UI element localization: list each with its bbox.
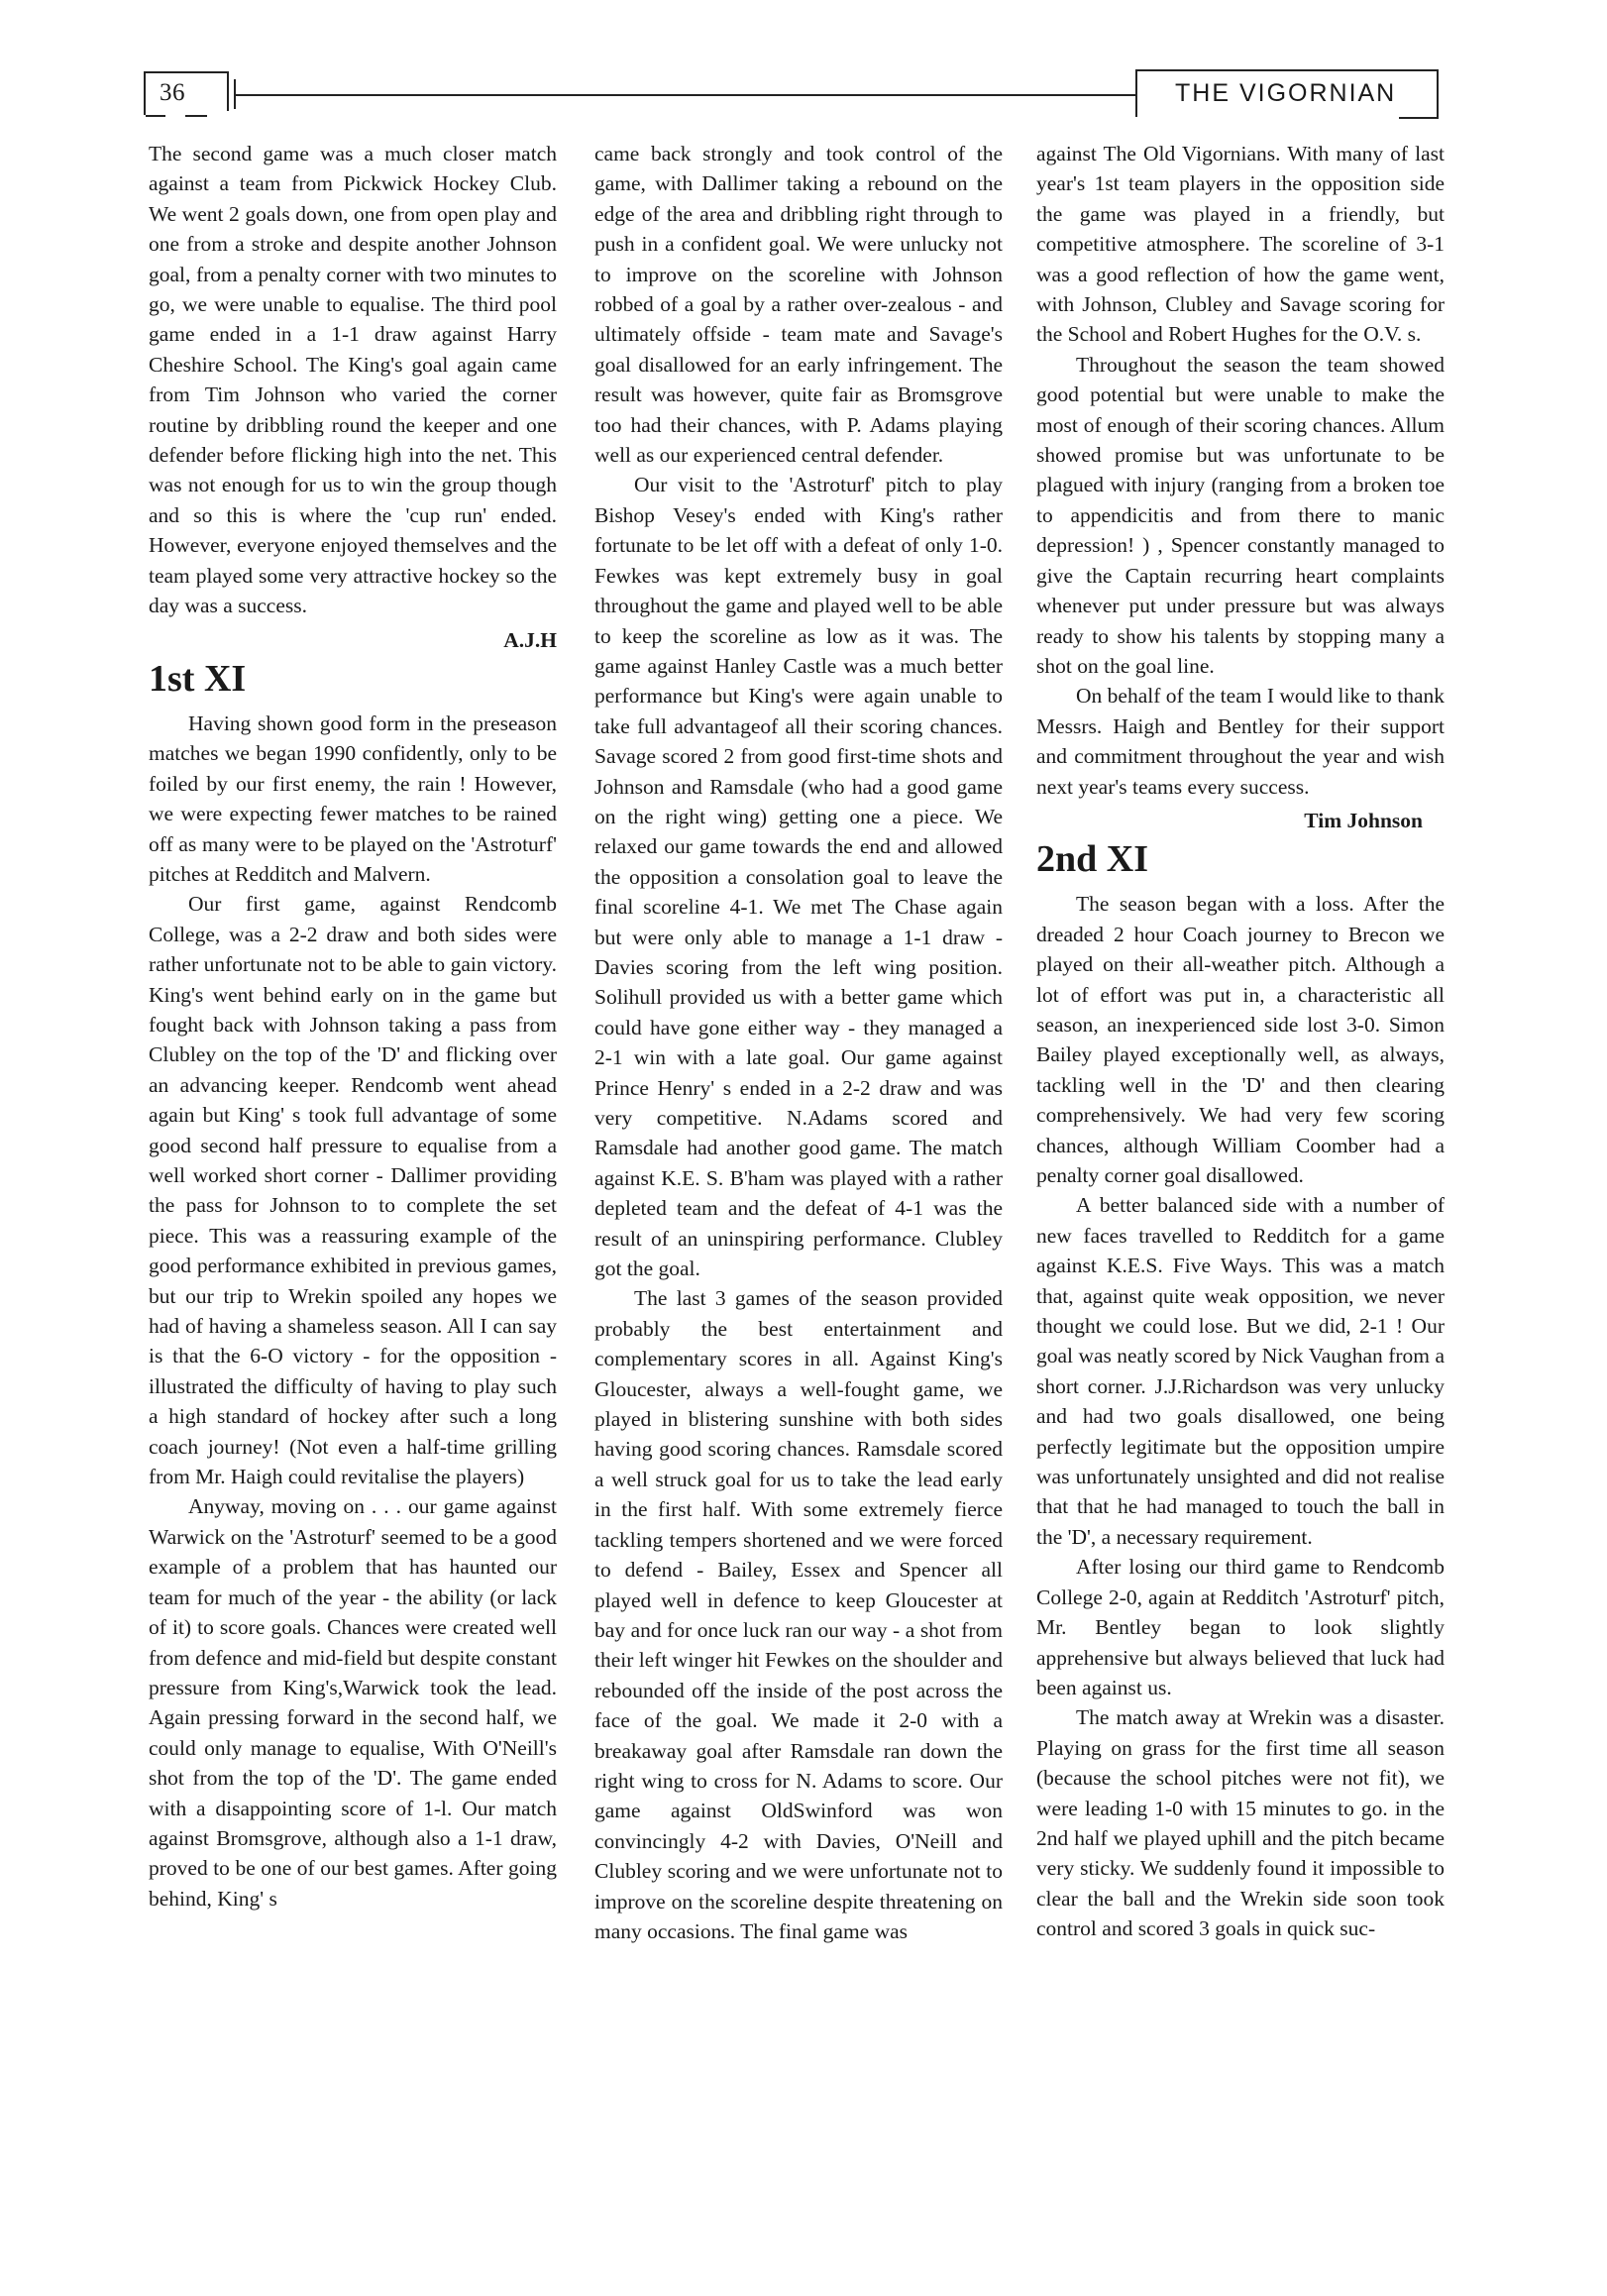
paragraph: came back strongly and took control of the game, with Dallimer taking a rebound on the edge of the area and dribbling right through to push in a confident goal. We were unlucky not to improve on the scoreline with Johnson robbed of a goal by a rather over-zealous - and ultimately offside - team mate and Savage's goal disallowed for an early infringement. The result was however, quite fair as Bromsgrove too had their chances, with P. Adams playing well as our experienced central defender.: [594, 142, 1003, 468]
publication-title-box: [1135, 69, 1439, 119]
paragraph: against The Old Vigornians. With many of last year's 1st team players in the opposition side the game was played in a friendly, but competitive atmosphere. The scoreline of 3-1 was a good reflection of how the game went, with Johnson, Clubley and Savage scoring for the School and Robert Hughes for the O.V. s.: [1036, 142, 1445, 347]
paragraph: The second game was a much closer match against a team from Pickwick Hockey Club. We went 2 goals down, one from open play and one from a stroke and despite another Johnson goal, from a penalty corner with two minutes to go, we were unable to equalise. The third pool game ended in a 1-1 draw against Harry Cheshire School. The King's goal again came from Tim Johnson who varied the corner routine by dribbling round the keeper and one defender before flicking high into the net. This was not enough for us to win the group though and so this is where the 'cup run' ended. However, everyone enjoyed themselves and the team played some very attractive hockey so the day was a success.: [149, 142, 557, 618]
paragraph: A better balanced side with a number of new faces travelled to Redditch for a game against K.E.S. Five Ways. This was a match that, against quite weak opposition, we never thought we could lose. But we did, 2-1 ! Our goal was neatly scored by Nick Vaughan from a short corner. J.J.Richardson was very unlucky and had two goals disallowed, one being perfectly legitimate but the opposition umpire was unfortunately unsighted and did not realise that that he had managed to touch the ball in the 'D', a necessary requirement.: [1036, 1193, 1445, 1549]
paragraph: After losing our third game to Rendcomb College 2-0, again at Redditch 'Astroturf' pitch, Mr. Bentley began to look slightly apprehensive but always believed that luck had been against us.: [1036, 1555, 1445, 1699]
paragraph: Anyway, moving on . . . our game against Warwick on the 'Astroturf' seemed to be a good example of a problem that has haunted our team for much of the year - the ability (or lack of it) to score goals. Chances were created well from defence and mid-field but despite constant pressure from King's,Warwick took the lead. Again pressing forward in the second half, we could only manage to equalise, With O'Neill's shot from the top of the 'D'. The game ended with a disappointing score of 1-l. Our match against Bromsgrove, although also a 1-1 draw, proved to be one of our best games. After going behind, King' s: [149, 1494, 557, 1911]
paragraph: Throughout the season the team showed good potential but were unable to make the most of enough of their scoring chances. Allum showed promise but was unfortunate to be plagued with injury (ranging from a broken toe to appendicitis and from there to manic depression! ) , Spencer constantly managed to give the Captain recurring heart complaints whenever put under pressure but was always ready to show his talents by stopping many a shot on the goal line.: [1036, 352, 1445, 678]
author-signature: Tim Johnson: [1304, 808, 1423, 832]
author-signature: A.J.H: [503, 627, 557, 652]
section-heading-2nd-xi: 2nd XI: [1036, 838, 1148, 881]
page-number: 36: [160, 79, 185, 106]
header-rule: [234, 94, 1135, 96]
paragraph: The match away at Wrekin was a disaster. Playing on grass for the first time all season (because the school pitches were not fit), we were leading 1-0 with 15 minutes to go. in the 2nd half we played uphill and the pitch became very sticky. We suddenly found it impossible to clear the ball and the Wrekin side soon took control and scored 3 goals in quick suc-: [1036, 1705, 1445, 1941]
paragraph: Having shown good form in the preseason matches we began 1990 confidently, only to be foiled by our first enemy, the rain ! However, we were expecting fewer matches to be rained off as many were to be played on the 'Astroturf' pitches at Redditch and Malvern.: [149, 711, 557, 886]
paragraph: The season began with a loss. After the dreaded 2 hour Coach journey to Brecon we played on their all-weather pitch. Although a lot of effort was put in, a characteristic all season, an inexperienced side lost 3-0. Simon Bailey played exceptionally well, as always, tackling well in the 'D' and then clearing comprehensively. We had very few scoring chances, although William Coomber had a penalty corner goal disallowed.: [1036, 892, 1445, 1187]
text-column-1: [149, 139, 557, 1913]
page-number-box: [144, 71, 229, 115]
text-column-3: [1036, 139, 1445, 1944]
publication-title: THE VIGORNIAN: [1175, 79, 1397, 107]
paragraph: Our visit to the 'Astroturf' pitch to play Bishop Vesey's ended with King's rather fortunate to be let off with a defeat of only 1-0. Fewkes was kept extremely busy in goal throughout the game and played well to be able to keep the scoreline as low as it was. The game against Hanley Castle was a much better performance but King's were again unable to take full advantageof all their scoring chances. Savage scored 2 from good first-time shots and Johnson and Ramsdale (who had a good game on the right wing) getting one a piece. We relaxed our game towards the end and allowed the opposition a consolation goal to leave the final scoreline 4-1. We met The Chase again but were only able to manage a 1-1 draw - Davies scoring from the left wing position. Solihull provided us with a better game which could have gone either way - they managed a 2-1 win with a late goal. Our game against Prince Henry' s ended in a 2-2 draw and was very competitive. N.Adams scored and Ramsdale had another good game. The match against K.E. S. B'ham was played with a rather depleted team and the defeat of 4-1 was the result of an uninspiring performance. Clubley got the goal.: [594, 473, 1003, 1281]
paragraph: The last 3 games of the season provided probably the best entertainment and complementary scores in all. Against King's Gloucester, always a well-fought game, we played in blistering sunshine with both sides having good scoring chances. Ramsdale scored a well struck goal for us to take the lead early in the first half. With some extremely fierce tackling tempers shortened and we were forced to defend - Bailey, Essex and Spencer all played well in defence to keep Gloucester at bay and for once luck ran our way - a shot from their left winger hit Fewkes on the shoulder and rebounded off the inside of the post across the face of the goal. We made it 2-0 with a breakaway goal after Ramsdale ran down the right wing to cross for N. Adams to score. Our game against OldSwinford was won convincingly 4-2 with Davies, O'Neill and Clubley scoring and we were unfortunate not to improve on the scoreline despite threatening on many occasions. The final game was: [594, 1286, 1003, 1943]
paragraph: On behalf of the team I would like to thank Messrs. Haigh and Bentley for their support and commitment throughout the year and wish next year's teams every success.: [1036, 684, 1445, 799]
paragraph: Our first game, against Rendcomb College, was a 2-2 draw and both sides were rather unfortunate not to be able to gain victory. King's went behind early on in the game but fought back with Johnson taking a pass from Clubley on the top of the 'D' and flicking over an advancing keeper. Rendcomb went ahead again but King' s took full advantage of some good second half pressure to equalise from a well worked short corner - Dallimer providing the pass for Johnson to to complete the set piece. This was a reassuring example of the good performance exhibited in previous games, but our trip to Wrekin spoiled any hopes we had of having a shameless season. All I can say is that the 6-O victory - for the opposition - illustrated the difficulty of having to play such a high standard of hockey after such a long coach journey! (Not even a half-time grilling from Mr. Haigh could revitalise the players): [149, 892, 557, 1489]
page-header: [0, 0, 1607, 129]
section-heading-1st-xi: 1st XI: [149, 657, 247, 700]
text-column-2: [594, 139, 1003, 1946]
